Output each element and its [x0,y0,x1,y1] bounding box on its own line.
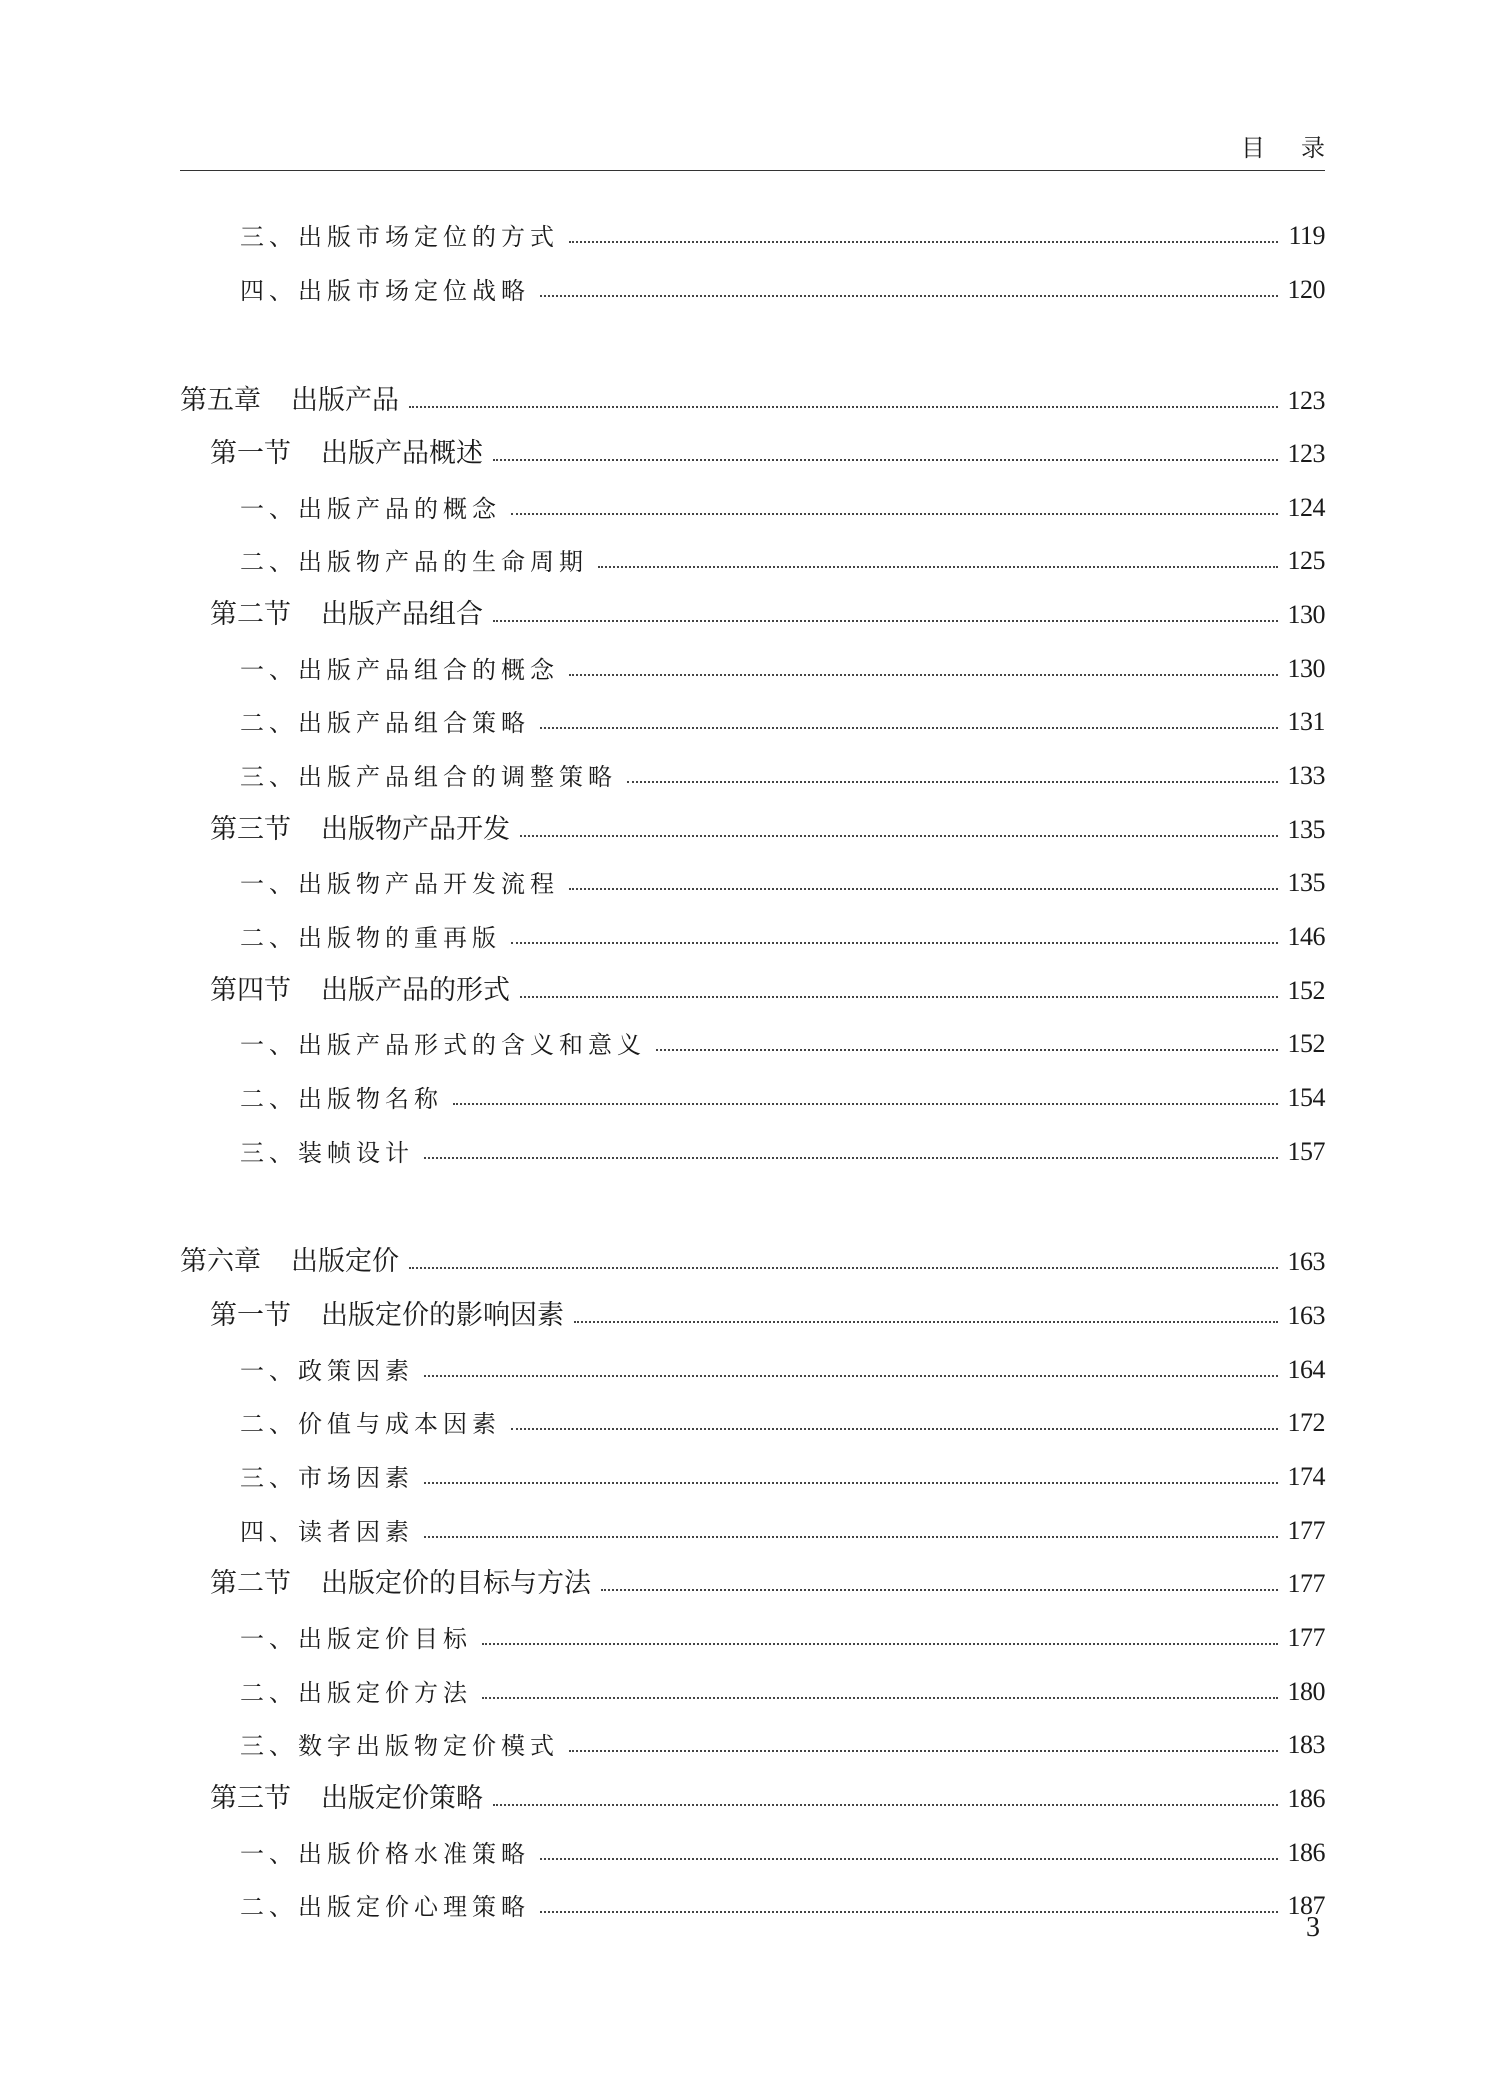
dot-leader [598,566,1278,568]
toc-entry-sub[interactable] [240,1615,1325,1655]
page-number: 3 [1306,1912,1320,1943]
toc-page-number: 187 [1287,1891,1325,1920]
subsection-title: 三、数字出版物定价模式 [240,1732,559,1760]
section-title: 出版定价的目标与方法 [321,1568,591,1599]
subsection-title: 三、出版市场定位的方式 [240,223,559,251]
chapter-title: 出版定价 [291,1246,399,1277]
toc-page-number: 186 [1287,1838,1325,1867]
chapter-heading [180,1248,399,1279]
toc-page-number: 154 [1287,1083,1325,1112]
toc-page-number: 125 [1287,546,1325,575]
toc-entry-sub[interactable] [240,1722,1325,1762]
toc-page-number: 146 [1287,922,1325,951]
section-heading [210,1785,483,1816]
dot-leader [627,781,1278,783]
toc-entry-sub[interactable] [240,267,1325,307]
dot-leader [511,942,1278,944]
subsection-title: 一、出版物产品开发流程 [240,870,559,898]
dot-leader [540,1858,1278,1860]
section-number: 第四节 [210,975,291,1006]
dot-leader [569,241,1278,243]
subsection-title: 一、出版定价目标 [240,1625,472,1653]
section-heading [210,601,483,632]
toc-entry-sub[interactable] [240,1454,1325,1494]
toc-entry-sub[interactable] [240,1129,1325,1169]
toc-page-number: 157 [1287,1137,1325,1166]
toc-entry-sub[interactable] [240,699,1325,739]
dot-leader [482,1643,1278,1645]
dot-leader [493,620,1278,622]
toc-entry-sub[interactable] [240,1347,1325,1387]
subsection-title: 二、出版定价方法 [240,1679,472,1707]
subsection-title: 三、出版产品组合的调整策略 [240,763,617,791]
toc-entry-sub[interactable] [240,1075,1325,1115]
toc-page-number: 177 [1287,1516,1325,1545]
dot-leader [511,1428,1278,1430]
dot-leader [511,513,1278,515]
dot-leader [520,835,1278,837]
toc-page-number: 124 [1287,493,1325,522]
toc-entry-sub[interactable] [240,1021,1325,1061]
dot-leader [482,1697,1278,1699]
dot-leader [493,459,1278,461]
dot-leader [569,888,1278,890]
dot-leader [540,1911,1278,1913]
toc-page-number: 123 [1287,439,1325,468]
toc-page-number: 135 [1287,868,1325,897]
toc-page-number: 131 [1287,707,1325,736]
toc-entry-section[interactable] [210,968,1325,1008]
subsection-title: 二、出版定价心理策略 [240,1893,530,1921]
dot-leader [569,1750,1278,1752]
subsection-title: 二、出版物产品的生命周期 [240,548,588,576]
toc-entry-sub[interactable] [240,860,1325,900]
toc-page-number: 183 [1287,1730,1325,1759]
toc-page-number: 177 [1287,1569,1325,1598]
subsection-title: 一、出版产品组合的概念 [240,656,559,684]
subsection-title: 二、出版产品组合策略 [240,709,530,737]
dot-leader [656,1049,1278,1051]
dot-leader [540,295,1278,297]
toc-entry-section[interactable] [210,431,1325,471]
toc-entry-section[interactable] [210,1776,1325,1816]
toc-page-number: 177 [1287,1623,1325,1652]
dot-leader [424,1482,1278,1484]
chapter-number: 第六章 [180,1246,261,1277]
toc-page-number: 120 [1287,275,1325,304]
toc-page-number: 172 [1287,1408,1325,1437]
chapter-title: 出版产品 [291,385,399,416]
toc-entry-sub[interactable] [240,1830,1325,1870]
subsection-title: 三、市场因素 [240,1464,414,1492]
subsection-title: 一、出版产品的概念 [240,495,501,523]
toc-entry-sub[interactable] [240,1669,1325,1709]
running-header-title: 目录 [1241,134,1361,162]
toc-page-number: 152 [1287,976,1325,1005]
toc-entry-chapter[interactable] [180,378,1325,418]
toc-entry-sub[interactable] [240,538,1325,578]
toc-page-number: 152 [1287,1029,1325,1058]
toc-page-number: 130 [1287,600,1325,629]
toc-page-number: 164 [1287,1355,1325,1384]
subsection-title: 三、装帧设计 [240,1139,414,1167]
toc-entry-sub[interactable] [240,646,1325,686]
chapter-number: 第五章 [180,385,261,416]
subsection-title: 四、读者因素 [240,1518,414,1546]
section-title: 出版产品的形式 [321,975,510,1006]
section-title: 出版定价策略 [321,1783,483,1814]
section-heading [210,440,483,471]
toc-entry-sub[interactable] [240,485,1325,525]
toc-page-number: 123 [1287,386,1325,415]
chapter-heading [180,387,399,418]
section-heading [210,816,510,847]
toc-entry-sub[interactable] [240,1883,1325,1923]
section-number: 第二节 [210,1568,291,1599]
section-title: 出版产品组合 [321,599,483,630]
toc-page-number: 133 [1287,761,1325,790]
toc-entry-sub[interactable] [240,1508,1325,1548]
section-heading [210,977,510,1008]
subsection-title: 二、出版物的重再版 [240,924,501,952]
section-heading [210,1302,564,1333]
toc-page-number: 163 [1287,1247,1325,1276]
subsection-title: 一、出版产品形式的含义和意义 [240,1031,646,1059]
subsection-title: 四、出版市场定位战略 [240,277,530,305]
toc-entry-sub[interactable] [240,914,1325,954]
toc-page-number: 119 [1288,221,1325,250]
section-heading [210,1570,591,1601]
dot-leader [409,1267,1278,1269]
toc-page-number: 174 [1287,1462,1325,1491]
subsection-title: 一、出版价格水准策略 [240,1840,530,1868]
section-number: 第三节 [210,814,291,845]
dot-leader [569,674,1278,676]
dot-leader [409,406,1278,408]
toc-page-number: 186 [1287,1784,1325,1813]
dot-leader [493,1804,1278,1806]
subsection-title: 二、价值与成本因素 [240,1410,501,1438]
section-number: 第三节 [210,1783,291,1814]
section-title: 出版产品概述 [321,438,483,469]
dot-leader [424,1157,1278,1159]
toc-entry-sub[interactable] [240,213,1325,253]
dot-leader [601,1589,1278,1591]
subsection-title: 一、政策因素 [240,1357,414,1385]
dot-leader [424,1536,1278,1538]
toc-entry-section[interactable] [210,1561,1325,1601]
toc-entry-chapter[interactable] [180,1239,1325,1279]
dot-leader [540,727,1278,729]
toc-page-number: 180 [1287,1677,1325,1706]
section-number: 第一节 [210,1300,291,1331]
dot-leader [574,1321,1278,1323]
toc-entry-section[interactable] [210,807,1325,847]
toc-entry-sub[interactable] [240,753,1325,793]
toc-page-number: 135 [1287,815,1325,844]
toc-entry-sub[interactable] [240,1400,1325,1440]
subsection-title: 二、出版物名称 [240,1085,443,1113]
section-number: 第一节 [210,438,291,469]
section-number: 第二节 [210,599,291,630]
toc-page-number: 130 [1287,654,1325,683]
toc-entry-section[interactable] [210,1293,1325,1333]
dot-leader [453,1103,1278,1105]
dot-leader [424,1375,1278,1377]
dot-leader [520,996,1278,998]
toc-page-number: 163 [1287,1301,1325,1330]
section-title: 出版定价的影响因素 [321,1300,564,1331]
section-title: 出版物产品开发 [321,814,510,845]
toc-entry-section[interactable] [210,592,1325,632]
